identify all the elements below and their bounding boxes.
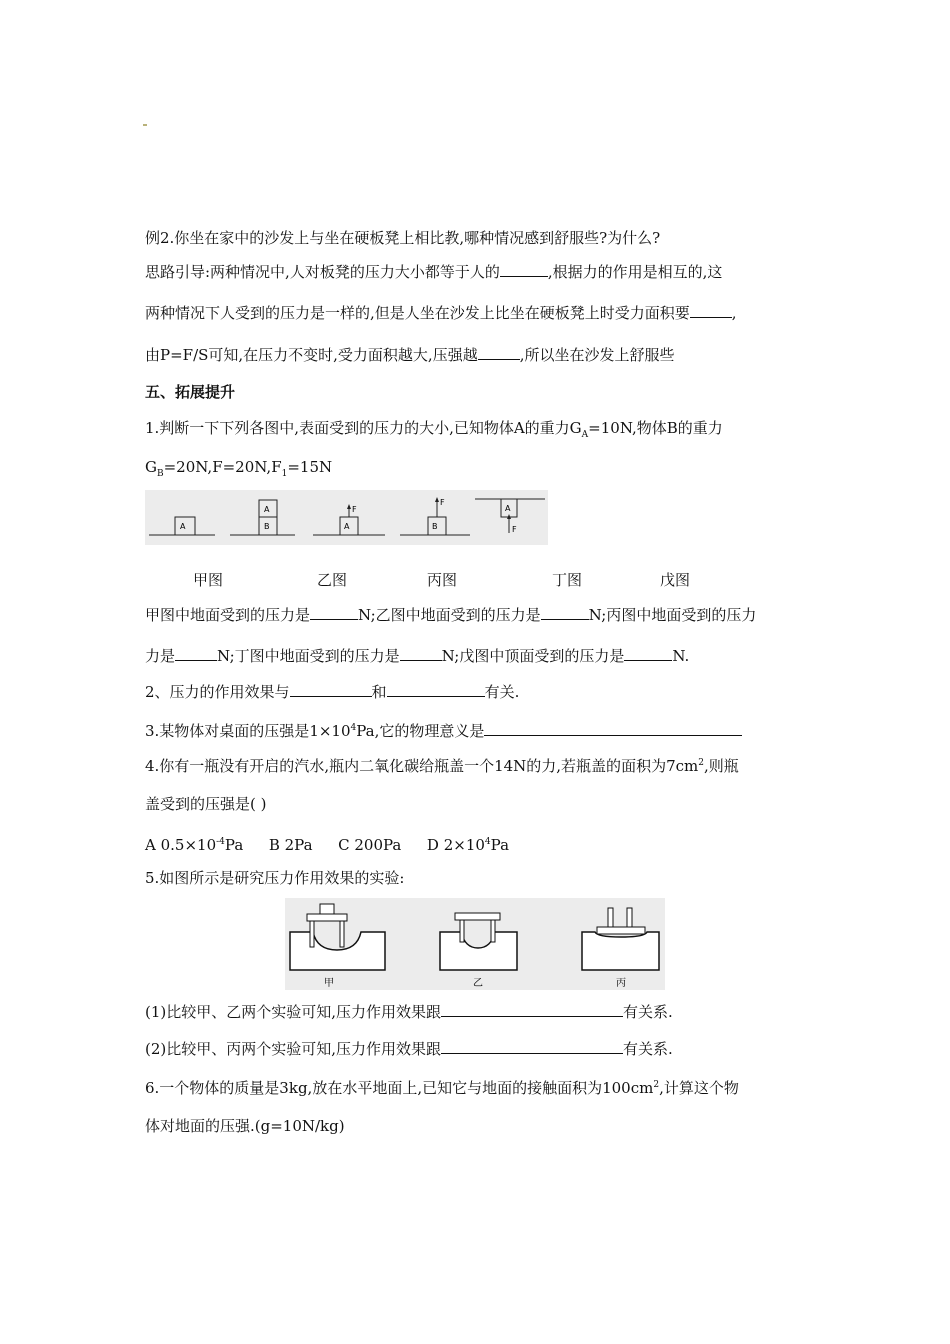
figure-label-wu: 戊图: [660, 571, 691, 589]
section-title: 五、拓展提升: [145, 383, 236, 401]
q5-sub1: (1)比较甲、乙两个实验可知,压力作用效果跟 有关系.: [145, 1003, 673, 1021]
figure-label-yi: 乙: [473, 978, 483, 989]
answer-blank[interactable]: [290, 682, 372, 697]
figure-label-bing: 丙图: [427, 571, 458, 589]
block-label: A: [505, 504, 511, 513]
q6-line1: 6.一个物体的质量是3kg,放在水平地面上,已知它与地面的接触面积为$100cm^2$,计算这个物: [145, 1079, 739, 1097]
figure-label-yi: 乙图: [317, 571, 348, 589]
example2-question: 例2.你坐在家中的沙发上与坐在硬板凳上相比教,哪种情况感到舒服些?为什么?: [145, 229, 661, 247]
q4-options: [145, 832, 509, 855]
answer-blank[interactable]: [484, 721, 742, 736]
q3-line: 3.某物体对桌面的压强是$1\times 10^4Pa$,它的物理意义是: [145, 718, 742, 741]
answer-blank[interactable]: [400, 646, 442, 661]
q1-line1: 1.判断一下下列各图中,表面受到的压力的大小,已知物体A的重力$G_A=10N$,物体B的重力: [145, 419, 723, 440]
option-d[interactable]: D $2\times 10^4Pa$: [426, 836, 510, 854]
answer-blank[interactable]: [310, 605, 358, 620]
q1-answer-line2: 力是 N;丁图中地面受到的压力是 N;戊图中顶面受到的压力是 N.: [145, 647, 690, 665]
block-label: A: [180, 522, 186, 531]
q4-line1: 4.你有一瓶没有开启的汽水,瓶内二氧化碳给瓶盖一个14N的力,若瓶盖的面积为$7cm^2$,则瓶: [145, 757, 739, 775]
stray-mark: [143, 124, 147, 126]
answer-blank[interactable]: [387, 682, 485, 697]
q1-line2: $G_B=20N,F=20N,F_1=15N$: [145, 458, 333, 479]
answer-blank[interactable]: [441, 1039, 623, 1054]
q1-answer-line1: 甲图中地面受到的压力是 N;乙图中地面受到的压力是 N;丙图中地面受到的压力: [145, 606, 757, 624]
block-label: A: [264, 505, 270, 514]
force-label: F: [440, 498, 445, 507]
figure-label-jia: 甲: [324, 978, 334, 989]
answer-blank[interactable]: [690, 303, 732, 318]
option-a[interactable]: A $0.5\times 10^{-4}Pa$: [145, 836, 244, 854]
example2-hint-line1: 思路引导:两种情况中,人对板凳的压力大小都等于人的 ,根据力的作用是相互的,这: [145, 263, 723, 281]
option-b[interactable]: B 2Pa: [268, 836, 313, 854]
answer-blank[interactable]: [624, 646, 672, 661]
example2-hint-line2: 两种情况下人受到的压力是一样的,但是人坐在沙发上比坐在硬板凳上时受力面积要 ,: [145, 304, 737, 322]
block-label: B: [264, 522, 270, 531]
q5-title: 5.如图所示是研究压力作用效果的实验:: [145, 869, 405, 887]
q2-line: 2、压力的作用效果与 和 有关.: [145, 683, 520, 701]
answer-blank[interactable]: [500, 262, 548, 277]
q6-line2: 体对地面的压强.(g=10N/kg): [145, 1117, 345, 1135]
q5-sub2: (2)比较甲、丙两个实验可知,压力作用效果跟 有关系.: [145, 1040, 673, 1058]
answer-blank[interactable]: [478, 345, 520, 360]
example2-hint-line3: 由P=F/S可知,在压力不变时,受力面积越大,压强越 ,所以坐在沙发上舒服些: [145, 346, 675, 364]
block-label: B: [432, 522, 438, 531]
force-label: F: [512, 525, 517, 534]
q1-figure: [145, 490, 548, 545]
figure-label-bing: 丙: [616, 978, 626, 989]
q5-figure: [285, 898, 665, 990]
force-label: F: [352, 505, 357, 514]
answer-blank[interactable]: [541, 605, 589, 620]
answer-blank[interactable]: [175, 646, 217, 661]
answer-blank[interactable]: [441, 1002, 623, 1017]
figure-label-jia: 甲图: [193, 571, 224, 589]
q4-line2: 盖受到的压强是( ): [145, 795, 267, 813]
option-c[interactable]: C 200Pa: [338, 836, 402, 854]
block-label: A: [344, 522, 350, 531]
figure-label-ding: 丁图: [552, 571, 583, 589]
